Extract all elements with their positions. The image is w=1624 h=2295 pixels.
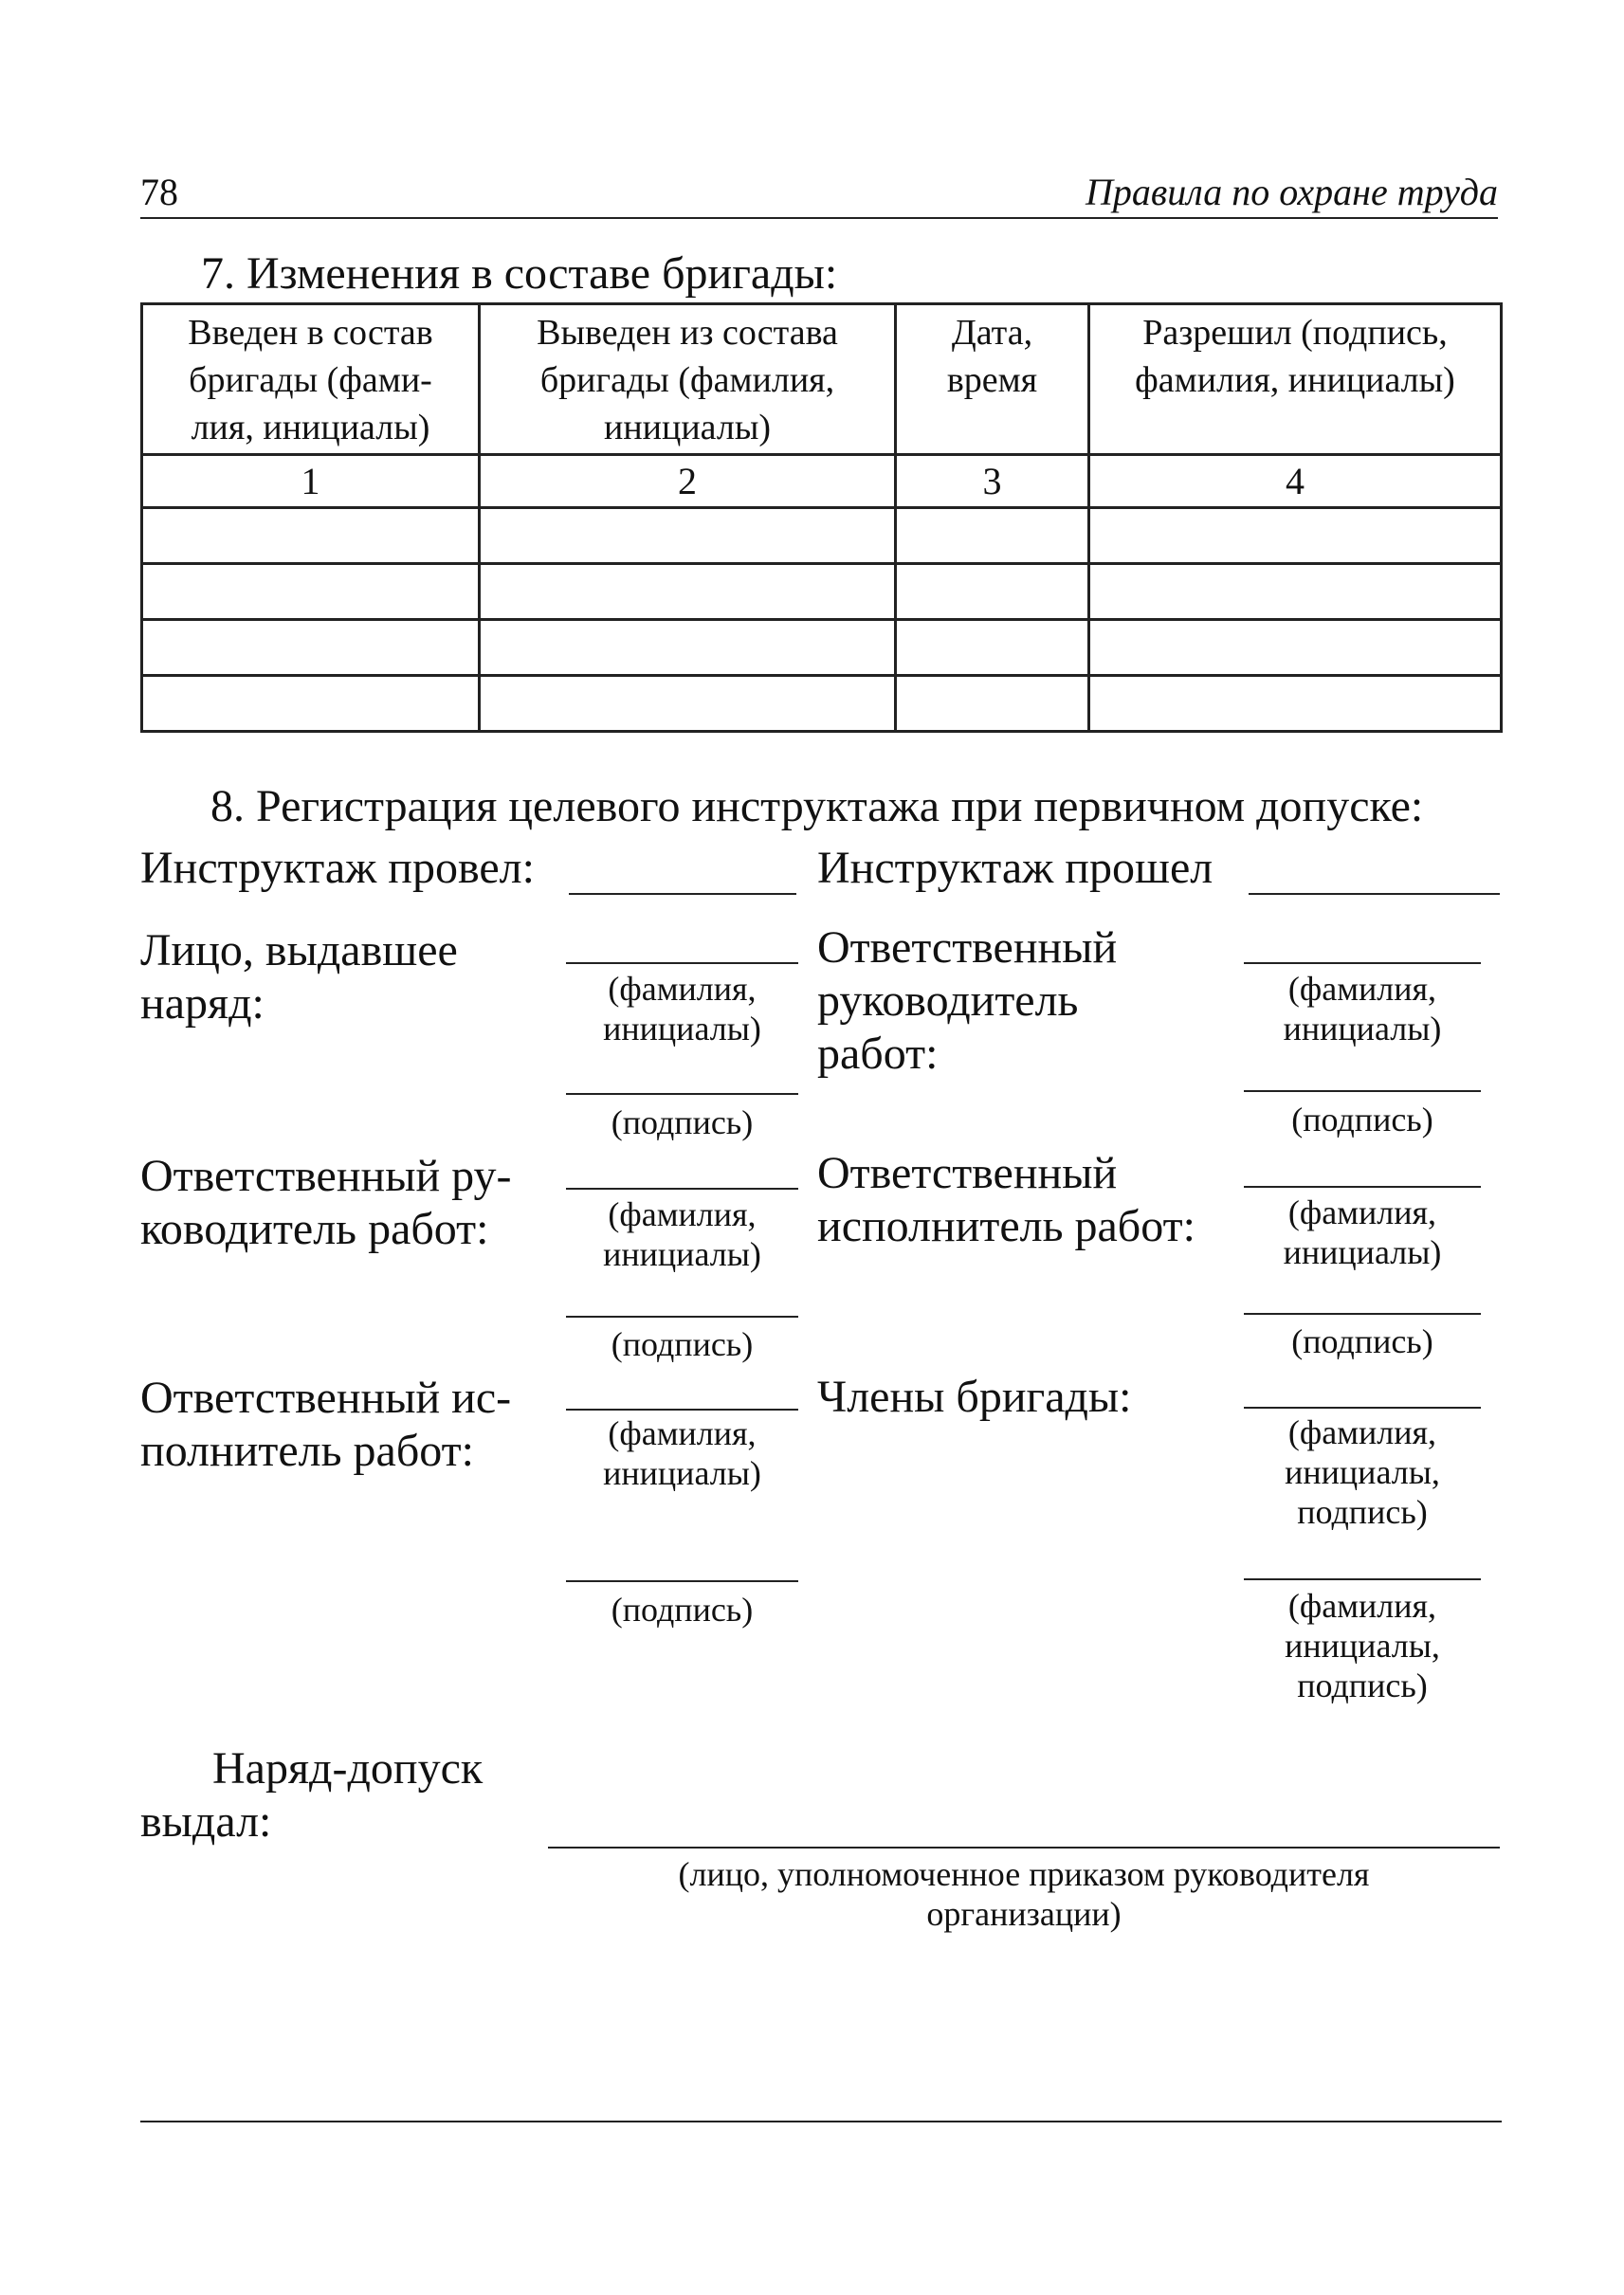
caption-line: инициалы) <box>603 1010 761 1047</box>
executor-signature-line[interactable] <box>1244 1313 1481 1315</box>
label-line: Ответственный <box>817 1148 1118 1198</box>
col-header-removed <box>480 304 896 455</box>
manager-name-caption <box>1244 969 1481 1048</box>
left-manager-name-line[interactable] <box>566 1188 798 1190</box>
column-number: 2 <box>480 455 896 508</box>
left-manager-label <box>140 1150 512 1256</box>
caption-line: подпись) <box>1297 1493 1428 1531</box>
column-number: 4 <box>1089 455 1502 508</box>
label-line: исполнитель работ: <box>817 1201 1195 1251</box>
caption-line: инициалы) <box>603 1235 761 1273</box>
left-manager-name-caption <box>566 1194 798 1274</box>
col-header-added <box>142 304 480 455</box>
label-line: руководитель <box>817 975 1079 1026</box>
table-row <box>142 676 1502 732</box>
table-cell[interactable] <box>896 508 1089 564</box>
header-rule <box>140 217 1498 219</box>
responsible-manager-label <box>817 921 1117 1081</box>
caption-line: подпись) <box>1297 1667 1428 1704</box>
permit-issued-caption <box>548 1854 1500 1934</box>
label-line: Лицо, выдавшее <box>140 925 458 975</box>
footer-rule <box>140 2121 1502 2122</box>
brigade-member-line[interactable] <box>1244 1407 1481 1409</box>
left-executor-signature-line[interactable] <box>566 1580 798 1582</box>
section-7-title: 7. Изменения в составе бригады: <box>201 248 838 299</box>
left-executor-signature-caption: (подпись) <box>611 1591 754 1629</box>
caption-line: инициалы, <box>1285 1453 1440 1491</box>
header-line: Введен в состав <box>188 313 433 353</box>
caption-line: (фамилия, <box>1287 1587 1437 1625</box>
page-number: 78 <box>140 171 178 213</box>
header-line: время <box>946 360 1038 400</box>
table-cell[interactable] <box>142 564 480 620</box>
table-cell[interactable] <box>142 620 480 676</box>
header-line: лия, инициалы) <box>191 408 430 447</box>
caption-line: организации) <box>926 1895 1122 1933</box>
label-line: работ: <box>817 1029 939 1079</box>
caption-line: инициалы) <box>603 1454 761 1492</box>
table-cell[interactable] <box>480 676 896 732</box>
label-line: полнитель работ: <box>140 1426 474 1476</box>
header-line: Выведен из состава <box>537 313 838 353</box>
label-line: Ответственный ис- <box>140 1373 512 1423</box>
manager-signature-line[interactable] <box>1244 1090 1481 1092</box>
column-number-row <box>142 455 1502 508</box>
table-cell[interactable] <box>896 564 1089 620</box>
header-line: инициалы) <box>603 408 772 447</box>
table-cell[interactable] <box>1089 676 1502 732</box>
header-line: Дата, <box>951 313 1033 353</box>
issuer-name-line[interactable] <box>566 962 798 964</box>
table-row <box>142 620 1502 676</box>
table-cell[interactable] <box>896 676 1089 732</box>
caption-line: (фамилия, <box>1287 1193 1437 1231</box>
table-header-row <box>142 304 1502 455</box>
caption-line: инициалы, <box>1285 1627 1440 1665</box>
caption-line: (фамилия, <box>1287 1413 1437 1451</box>
manager-name-line[interactable] <box>1244 962 1481 964</box>
issuer-label <box>140 924 458 1030</box>
manager-signature-caption: (подпись) <box>1291 1101 1433 1138</box>
conducted-label: Инструктаж провел: <box>140 843 535 893</box>
table-cell[interactable] <box>480 508 896 564</box>
running-title: Правила по охране труда <box>1086 171 1498 213</box>
received-signature-line[interactable] <box>1249 893 1500 895</box>
brigade-member-line[interactable] <box>1244 1578 1481 1580</box>
col-header-date <box>896 304 1089 455</box>
issuer-signature-caption: (подпись) <box>611 1103 754 1141</box>
left-manager-signature-line[interactable] <box>566 1316 798 1318</box>
caption-line: (фамилия, <box>1287 970 1437 1008</box>
responsible-executor-label <box>817 1147 1195 1253</box>
column-number: 3 <box>896 455 1089 508</box>
left-executor-label <box>140 1372 511 1478</box>
caption-line: (лицо, уполномоченное приказом руководителя <box>678 1855 1370 1893</box>
table-cell[interactable] <box>142 676 480 732</box>
table-cell[interactable] <box>480 564 896 620</box>
table-cell[interactable] <box>1089 564 1502 620</box>
left-executor-name-line[interactable] <box>566 1409 798 1411</box>
header-line: бригады (фами- <box>189 360 432 400</box>
table-cell[interactable] <box>896 620 1089 676</box>
left-manager-signature-caption: (подпись) <box>611 1325 754 1363</box>
caption-line: (фамилия, <box>608 1195 757 1233</box>
caption-line: (фамилия, <box>608 970 757 1008</box>
permit-issued-label <box>140 1742 548 1849</box>
permit-issued-line[interactable] <box>548 1847 1500 1849</box>
table-row <box>142 564 1502 620</box>
executor-name-line[interactable] <box>1244 1186 1481 1188</box>
column-number: 1 <box>142 455 480 508</box>
received-label: Инструктаж прошел <box>817 843 1213 893</box>
table-cell[interactable] <box>142 508 480 564</box>
table-row <box>142 508 1502 564</box>
label-line: Ответственный <box>817 922 1118 973</box>
col-header-authorized <box>1089 304 1502 455</box>
label-line: наряд: <box>140 978 265 1029</box>
header-line: Разрешил (подпись, <box>1142 313 1448 353</box>
issuer-name-caption <box>566 969 798 1048</box>
caption-line: (фамилия, <box>608 1414 757 1452</box>
label-line: ководитель работ: <box>140 1204 489 1254</box>
brigade-members-label: Члены бригады: <box>817 1372 1132 1422</box>
header-line: фамилия, инициалы) <box>1135 360 1455 400</box>
label-line: Ответственный ру- <box>140 1151 512 1201</box>
brigade-member-caption <box>1244 1412 1481 1532</box>
brigade-changes-table <box>140 302 1503 733</box>
caption-line: инициалы) <box>1283 1010 1442 1047</box>
label-line: выдал: <box>140 1796 272 1847</box>
executor-name-caption <box>1244 1193 1481 1272</box>
section-8-title: 8. Регистрация целевого инструктажа при первичном допуске: <box>210 781 1424 831</box>
table-cell[interactable] <box>480 620 896 676</box>
label-line: Наряд-допуск <box>212 1743 484 1794</box>
left-executor-name-caption <box>566 1413 798 1493</box>
executor-signature-caption: (подпись) <box>1291 1322 1433 1360</box>
brigade-member-caption <box>1244 1586 1481 1705</box>
conducted-signature-line[interactable] <box>569 893 796 895</box>
table-cell[interactable] <box>1089 508 1502 564</box>
issuer-signature-line[interactable] <box>566 1093 798 1095</box>
table-cell[interactable] <box>1089 620 1502 676</box>
caption-line: инициалы) <box>1283 1233 1442 1271</box>
header-line: бригады (фамилия, <box>539 360 835 400</box>
